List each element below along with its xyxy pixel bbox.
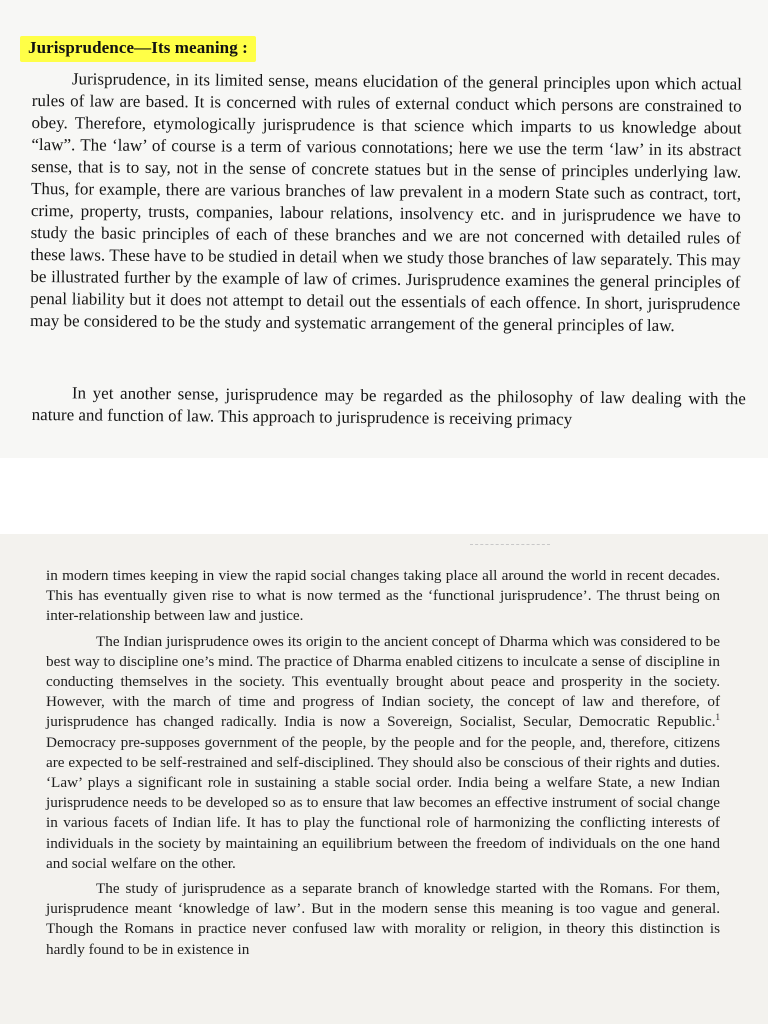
top-paragraph-2-block bbox=[32, 382, 746, 432]
bottom-paragraph-3: The study of jurisprudence as a separate branch of knowledge started with the Romans. For them, jurisprudence meant ‘knowledge of law’. But in the modern sense this meaning is too vague and general. Though the Romans in practice never confused law with morality or religion, in theory this distinction is hardly found to be in existence in bbox=[46, 880, 720, 958]
bottom-text-block bbox=[46, 566, 720, 965]
top-paragraph-1-block bbox=[30, 68, 742, 338]
bottom-paragraph-2-part-b: Democracy pre-supposes government of the people, by the people and for the people, and, therefore, citizens are expected to be self-restrained and self-disciplined. They should also be conscious of their rights and duties. ‘Law’ plays a significant role in sustaining a stable social order. India being a welfare State, a new Indian jurisprudence needs to be developed so as to ensure that law becomes an effective instrument of social change in various facets of Indian life. It has to play the functional role of harmonizing the conflicting interests of individuals in the society by maintaining an equilibrium between the freedom of individuals on the one hand and social welfare on the other. bbox=[46, 733, 720, 872]
top-paragraph-1: Jurisprudence, in its limited sense, means elucidation of the general principles upon which actual rules of law are based. It is concerned with rules of external conduct which persons are constrained to obey. Therefore, etymologically jurisprudence is that science which imparts to us knowledge about “law”. The ‘law’ of course is a term of various connotations; here we use the term ‘law’ in its abstract sense, that is to say, not in the sense of concrete statues but in the sense of principles underlying law. Thus, for example, there are various branches of law prevalent in a modern State such as contract, tort, crime, property, trusts, companies, labour relations, insolvency etc. and in jurisprudence we have to study the basic principles of each of these branches and we are not concerned with detailed rules of these laws. These have to be studied in detail when we study those branches of law separately. This may be illustrated further by the example of law of crimes. Jurisprudence examines the general principles of penal liability but it does not attempt to detail out the essentials of each offence. In short, jurisprudence may be considered to be the study and systematic arrangement of the general principles of law. bbox=[29, 69, 742, 336]
section-heading: Jurisprudence—Its meaning : bbox=[20, 36, 256, 62]
top-scanned-page bbox=[0, 0, 768, 458]
bottom-paragraph-2 bbox=[46, 632, 720, 874]
footnote-marker: 1 bbox=[715, 712, 720, 723]
page-gap bbox=[0, 458, 768, 534]
bottom-paragraph-1: in modern times keeping in view the rapid social changes taking place all around the world in recent decades. This has eventually given rise to what is now termed as the ‘functional jurisprudence’. The thrust being on inter-relationship between law and justice. bbox=[46, 567, 720, 625]
bottom-paragraph-2-part-a: The Indian jurisprudence owes its origin to the ancient concept of Dharma which was considered to be best way to discipline one’s mind. The practice of Dharma enabled citizens to inculcate a sense of discipline in conducting themselves in the society. This eventually brought about peace and prosperity in the society. However, with the march of time and progress of Indian society, the concept of law and therefore, of jurisprudence has changed radically. India is now a Sovereign, Socialist, Secular, Democratic Republic. bbox=[46, 632, 720, 731]
divider-rule bbox=[470, 544, 550, 546]
section-heading-wrap bbox=[20, 36, 256, 62]
top-paragraph-2: In yet another sense, jurisprudence may be regarded as the philosophy of law dealing with the nature and function of law. This approach to jurisprudence is receiving primacy bbox=[31, 383, 746, 429]
